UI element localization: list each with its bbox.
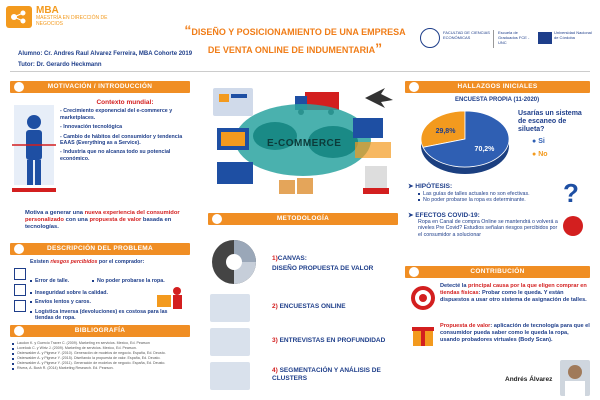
mba-logo-icon [6, 6, 32, 28]
tutor: Tutor: Dr. Gerardo Heckmann [18, 62, 102, 68]
motivacion-content [60, 100, 190, 162]
pie-question: Usarías un sistema de escaneo de silueta? [518, 110, 582, 133]
header-divider [10, 71, 590, 72]
section-header-motivacion: MOTIVACIÓN / INTRODUCCIÓN [10, 81, 190, 93]
metodologia-item-2: 2) ENCUESTAS ONLINE [272, 303, 346, 310]
divider [493, 30, 494, 48]
covid-text: Ropa en Canal de compra Online se mantendrá o volverá a niveles Pre Covid? Estudios señalan riesgos percibidos por el consumidor a solucionar [418, 219, 558, 238]
metodologia-item-1: 1)CANVAS: [272, 255, 307, 262]
problema-list [30, 269, 170, 322]
tag-icon [14, 284, 26, 296]
clusters-icon [210, 362, 250, 390]
contribucion-p2: Propuesta de valor: aplicación de tecnología para que el consumidor pueda saber como le queda la ropa, usando probadores virtuales (Body Scan). [440, 323, 590, 343]
section-header-contribucion: CONTRIBUCIÓN [405, 266, 590, 278]
section-header-hallazgos: HALLAZGOS INICIALES [405, 81, 590, 93]
logo-title: MBA [36, 5, 59, 16]
survey-icon [210, 294, 250, 322]
hipotesis-title: ➤ HIPÓTESIS: [408, 183, 453, 190]
canvas-chart-icon [210, 238, 258, 286]
legend-no: ● No [532, 151, 548, 158]
contexto-heading: Contexto mundial: [96, 99, 154, 106]
shirt-icon [14, 268, 26, 280]
metodologia-item-1-sub: DISEÑO PROPUESTA DE VALOR [272, 265, 374, 272]
contribucion-p1: Detecté la principal causa por la que eligen comprar en tiendas físicas: Probar como le queda. Y están dispuestos a usar otro sistema de asignación de talles. [440, 283, 587, 303]
ecommerce-label: E-COMMERCE [267, 138, 342, 149]
interview-icon [210, 328, 250, 356]
pie-label-si: 70,2% [474, 146, 495, 154]
institution-unc: Universidad Nacional de Córdoba [554, 30, 592, 40]
target-icon [410, 285, 436, 311]
ecommerce-illustration [205, 78, 400, 206]
bibliografia-item: Laudon K. y Guercio Traver C. (2009). Marketing en servicios. Mexico, Ed. Pearson [12, 341, 190, 346]
motivacion-item: - Cambio de hábitos del consumidor y tendencia EAAS (Everything as a Service). [60, 133, 183, 147]
author: Alumno: Cr. Andres Raul Alvarez Ferreira, MBA Cohorte 2019 [18, 51, 193, 57]
university-seal-icon [420, 28, 440, 48]
problema-item: Envíos lentos y caros. [30, 299, 170, 305]
bibliografia-item: Lovelock C. y Wirtz J. (2009). Marketing de servicios. Mexico, Ed. Pearson. [12, 346, 190, 351]
pie-chart [415, 105, 515, 177]
bibliografia-item: Osterwalder A. y Pigneur Y. (2010). Generación de modelos de negocio. España, Ed. Deusto. [12, 351, 190, 356]
bibliografia-item: Osterwalder A. y Pigneur Y. (2015). Diseñando la propuesta de valor. España, Ed. Deusto. [12, 356, 190, 361]
question-mark-icon: ? [563, 178, 579, 208]
motivacion-item: - Industria que no alcanza todo su potencial económico. [60, 149, 171, 162]
motivacion-summary: Motiva a generar una nueva experiencia del consumidor personalizado con una propuesta de valor basada en tecnologías. [25, 210, 180, 230]
problema-item: Logística inversa (devoluciones) es costosa para las tiendas de ropa. [30, 309, 170, 322]
legend-si: ● Si [532, 138, 545, 145]
problema-item: Inseguridad sobre la calidad. [30, 290, 170, 296]
covid-block [408, 211, 558, 238]
hipotesis-item: No poder probarse la ropa es determinante. [418, 197, 558, 203]
bibliografia-item: Osterwalder A. y Pigneur Y. (2011). Generación de modelos de negocio. España, Ed. Deusto. [12, 361, 190, 366]
virus-icon [563, 216, 583, 236]
section-header-bibliografia: BIBLIOGRAFÍA [10, 325, 190, 337]
section-header-metodologia: METODOLOGÍA [208, 213, 398, 225]
section-header-problema: DESCRIPCIÓN DEL PROBLEMA [10, 243, 190, 255]
metodologia-item-3: 3) ENTREVISTAS EN PROFUNDIDAD [272, 337, 386, 344]
problema-intro: Existen riesgos percibidos por el comprador: [30, 259, 145, 265]
bibliografia-item: Rivera, A. Bush R. (2014) Marketing Research. Ed. Pearson. [12, 366, 190, 371]
metodologia-item-4: 4) SEGMENTACIÓN Y ANÁLISIS DE CLUSTERS [272, 367, 381, 382]
author-photo [560, 360, 590, 396]
logo-subtitle: MAESTRÍA EN DIRECCIÓN DE NEGOCIOS [36, 15, 108, 27]
problema-item: Error de talle. [30, 278, 92, 284]
institution-escuela: Escuela de Graduados FCE - UNC [498, 30, 530, 45]
delivery-person-icon [155, 285, 185, 313]
hipotesis-block [408, 182, 558, 204]
hipotesis-item: Las guías de talles actuales no son efectivas. [418, 191, 558, 197]
signature: Andrés Álvarez [505, 376, 553, 383]
covid-title: ➤ EFECTOS COVID-19: [408, 212, 480, 219]
box-icon [14, 300, 26, 312]
motivacion-item: - Crecimiento exponencial del e-commerce y marketplaces. [60, 108, 173, 121]
poster-title: “DISEÑO Y POSICIONAMIENTO DE UNA EMPRESA DE VENTA ONLINE DE INDUMENTARIA” [184, 22, 406, 56]
motivacion-item: - Innovación tecnológica [60, 124, 123, 131]
institution-fce: FACULTAD DE CIENCIAS ECONÓMICAS [443, 30, 490, 40]
gift-icon [410, 322, 436, 348]
unc-logo-icon [538, 32, 552, 44]
scan-person-illustration-icon [12, 100, 57, 200]
encuesta-title: ENCUESTA PROPIA (11-2020) [455, 97, 540, 103]
problema-item: No poder probarse la ropa. [92, 278, 167, 284]
bibliografia-list [12, 341, 190, 371]
pie-label-no: 29,8% [435, 127, 456, 135]
